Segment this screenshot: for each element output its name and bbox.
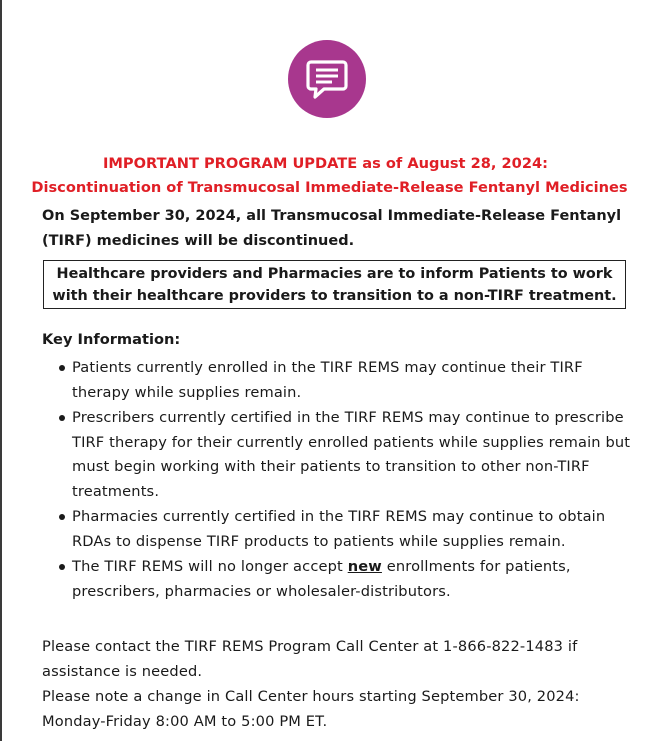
list-item-text: enrollments for patients, prescribers, pharmacies or wholesaler-distributors. xyxy=(72,558,571,600)
left-border xyxy=(0,0,2,741)
message-icon-badge xyxy=(288,40,366,118)
list-item: Patients currently enrolled in the TIRF REMS may continue their TIRF therapy while supplies remain. xyxy=(57,356,632,405)
headline-update: IMPORTANT PROGRAM UPDATE as of August 28, 2024: xyxy=(102,155,548,172)
new-emphasis: new xyxy=(347,558,382,575)
list-item-text: The TIRF REMS will no longer accept xyxy=(72,558,348,575)
key-information-list xyxy=(57,356,632,605)
intro-text: On September 30, 2024, all Transmucosal Immediate-Release Fentanyl (TIRF) medicines will be discontinued. xyxy=(42,208,622,249)
contact-section xyxy=(42,634,642,734)
list-item: Prescribers currently certified in the TIRF REMS may continue to prescribe TIRF therapy for their currently enrolled patients while supplies remain but must begin working with their patients to transition to other non-TIRF treatments. xyxy=(57,406,632,504)
message-icon xyxy=(305,57,349,101)
list-item: Pharmacies currently certified in the TIRF REMS may continue to obtain RDAs to dispense TIRF products to patients while supplies remain. xyxy=(57,505,632,554)
call-center-hours: Please note a change in Call Center hours starting September 30, 2024: Monday-Friday 8:00 AM to 5:00 PM ET. xyxy=(42,688,580,730)
key-information-title: Key Information: xyxy=(42,331,181,348)
notice-box: Healthcare providers and Pharmacies are to inform Patients to work with their healthcare providers to transition to a non-TIRF treatment. xyxy=(43,260,626,309)
headline-discontinuation: Discontinuation of Transmucosal Immediate-Release Fentanyl Medicines xyxy=(31,179,628,196)
contact-call-center: Please contact the TIRF REMS Program Call Center at 1-866-822-1483 if assistance is needed. xyxy=(42,638,578,680)
list-item xyxy=(57,555,632,604)
